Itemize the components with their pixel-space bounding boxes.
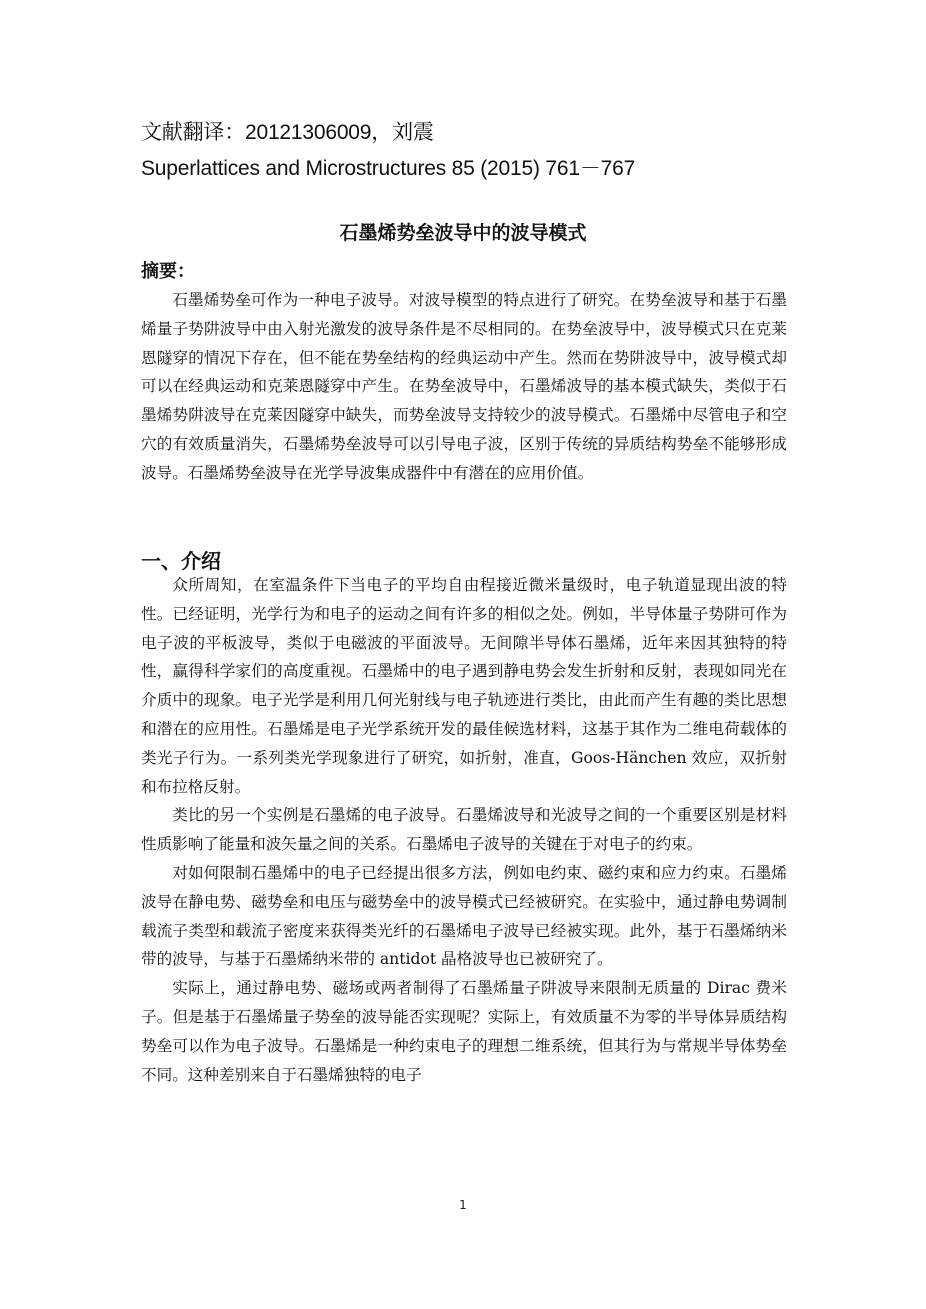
introduction-paragraph-2: 类比的另一个实例是石墨烯的电子波导。石墨烯波导和光波导之间的一个重要区别是材料性质影响了能量和波矢量之间的关系。石墨烯电子波导的关键在于对电子的约束。	[141, 806, 787, 854]
introduction-heading: 一、介绍	[141, 549, 221, 573]
abstract-body	[141, 286, 787, 488]
document-title: 石墨烯势垒波导中的波导模式	[339, 222, 587, 244]
page-number: 1	[459, 1198, 467, 1212]
citation-line: Superlattices and Microstructures 85 (2015) 761－767	[141, 157, 636, 180]
abstract-paragraph: 石墨烯势垒可作为一种电子波导。对波导模型的特点进行了研究。在势垒波导和基于石墨烯量子势阱波导中由入射光激发的波导条件是不尽相同的。在势垒波导中，波导模式只在克莱恩隧穿的情况下存在，但不能在势垒结构的经典运动中产生。然而在势阱波导中，波导模式却可以在经典运动和克莱恩隧穿中产生。在势垒波导中，石墨烯波导的基本模式缺失，类似于石墨烯势阱波导在克莱因隧穿中缺失，而势垒波导支持较少的波导模式。石墨烯中尽管电子和空穴的有效质量消失，石墨烯势垒波导可以引导电子波，区别于传统的异质结构势垒不能够形成波导。石墨烯势垒波导在光学导波集成器件中有潜在的应用价值。	[141, 291, 787, 482]
introduction-paragraph-1: 众所周知，在室温条件下当电子的平均自由程接近微米量级时，电子轨道显现出波的特性。已经证明，光学行为和电子的运动之间有许多的相似之处。例如，半导体量子势阱可作为电子波的平板波导，类似于电磁波的平面波导。无间隙半导体石墨烯，近年来因其独特的特性，赢得科学家们的高度重视。石墨烯中的电子遇到静电势会发生折射和反射，表现如同光在介质中的现象。电子光学是利用几何光射线与电子轨迹进行类比，由此而产生有趣的类比思想和潜在的应用性。石墨烯是电子光学系统开发的最佳候选材料，这基于其作为二维电荷载体的类光子行为。一系列类光学现象进行了研究，如折射，准直，Goos-Hänchen 效应，双折射和布拉格反射。	[141, 576, 787, 796]
introduction-paragraph-3: 对如何限制石墨烯中的电子已经提出很多方法，例如电约束、磁约束和应力约束。石墨烯波导在静电势、磁势垒和电压与磁势垒中的波导模式已经被研究。在实验中，通过静电势调制载流子类型和载流子密度来获得类光纤的石墨烯电子波导已经被实现。此外，基于石墨烯纳米带的波导，与基于石墨烯纳米带的 antidot 晶格波导也已被研究了。	[141, 863, 787, 969]
introduction-body	[141, 571, 787, 1089]
abstract-heading: 摘要：	[141, 261, 195, 282]
translation-info-line: 文献翻译：20121306009，刘震	[141, 121, 434, 144]
introduction-paragraph-4: 实际上，通过静电势、磁场或两者制得了石墨烯量子阱波导来限制无质量的 Dirac 费米子。但是基于石墨烯量子势垒的波导能否实现呢？实际上，有效质量不为零的半导体异质结构势垒可以作为电子波导。石墨烯是一种约束电子的理想二维系统，但其行为与常规半导体势垒不同。这种差别来自于石墨烯独特的电子	[141, 979, 787, 1084]
